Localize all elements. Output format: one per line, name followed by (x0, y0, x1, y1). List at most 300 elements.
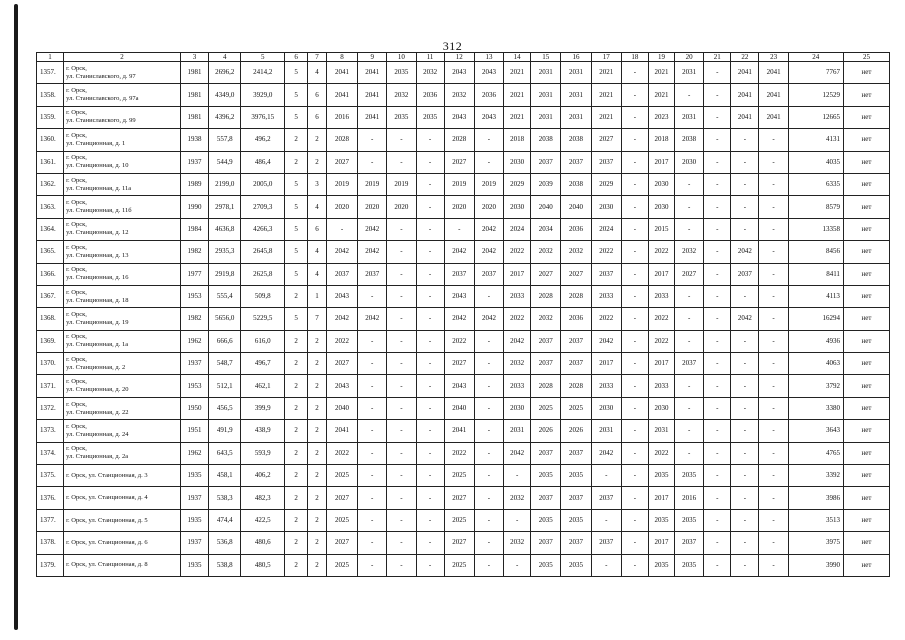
table-cell: 1962 (180, 330, 208, 352)
table-cell: - (387, 442, 416, 464)
table-cell: 643,5 (209, 442, 241, 464)
table-cell: 555,4 (209, 285, 241, 307)
table-cell: - (731, 218, 759, 240)
table-cell: - (704, 509, 731, 531)
table-cell: 422,5 (241, 509, 285, 531)
table-cell: - (358, 353, 387, 375)
table-cell: - (621, 285, 648, 307)
table-cell: 5 (285, 241, 308, 263)
table-cell: 496,2 (241, 129, 285, 151)
table-cell: 2020 (326, 196, 357, 218)
table-cell: - (387, 285, 416, 307)
table-cell: 2035 (561, 554, 591, 576)
table-cell: - (504, 509, 531, 531)
table-cell: 5 (285, 106, 308, 128)
table-row (37, 375, 890, 397)
table-cell: 2022 (444, 442, 474, 464)
table-cell: 2030 (675, 151, 704, 173)
table-cell: нет (843, 353, 889, 375)
table-cell: 2019 (444, 173, 474, 195)
table-cell: - (704, 151, 731, 173)
column-number-11: 11 (416, 53, 444, 62)
table-cell: 4266,3 (241, 218, 285, 240)
column-number-15: 15 (531, 53, 561, 62)
row-number-cell: 1357. (37, 62, 64, 84)
table-cell: - (474, 353, 503, 375)
table-cell: - (474, 532, 503, 554)
table-cell: 2027 (444, 353, 474, 375)
table-cell: - (759, 129, 788, 151)
table-cell: нет (843, 465, 889, 487)
table-cell: 2037 (531, 353, 561, 375)
table-cell: 2038 (561, 173, 591, 195)
table-cell: 2017 (591, 353, 621, 375)
table-cell: нет (843, 330, 889, 352)
table-cell: 2026 (561, 420, 591, 442)
table-cell: 2027 (326, 487, 357, 509)
table-cell: 2034 (531, 218, 561, 240)
table-cell: - (358, 532, 387, 554)
table-cell: - (358, 397, 387, 419)
table-cell: 2041 (358, 106, 387, 128)
table-cell: - (387, 554, 416, 576)
table-cell: 482,3 (241, 487, 285, 509)
table-cell: 2 (285, 375, 308, 397)
table-cell: 2025 (326, 509, 357, 531)
table-cell: 2042 (474, 218, 503, 240)
table-cell: - (759, 173, 788, 195)
table-cell: 2 (285, 554, 308, 576)
address-cell: г. Орск, ул. Станиславского, д. 99 (64, 106, 181, 128)
table-cell: - (387, 353, 416, 375)
table-cell: 2037 (444, 263, 474, 285)
table-cell: нет (843, 129, 889, 151)
table-row (37, 509, 890, 531)
table-cell: - (704, 263, 731, 285)
table-cell: - (387, 397, 416, 419)
table-cell: 2 (285, 285, 308, 307)
table-cell: 2199,0 (209, 173, 241, 195)
table-cell: 4131 (788, 129, 843, 151)
column-number-19: 19 (648, 53, 674, 62)
table-cell: - (704, 465, 731, 487)
table-cell: - (731, 509, 759, 531)
table-cell: - (358, 465, 387, 487)
table-cell: 2027 (675, 263, 704, 285)
table-cell: 2037 (561, 330, 591, 352)
table-cell: 4113 (788, 285, 843, 307)
table-cell: - (591, 554, 621, 576)
table-cell: 538,8 (209, 554, 241, 576)
table-cell: нет (843, 173, 889, 195)
table-cell: 2 (285, 442, 308, 464)
row-number-cell: 1366. (37, 263, 64, 285)
table-cell: 2042 (358, 308, 387, 330)
table-cell: 2017 (648, 487, 674, 509)
table-cell: 1981 (180, 62, 208, 84)
table-cell: - (731, 532, 759, 554)
table-cell: - (704, 241, 731, 263)
table-cell: 548,7 (209, 353, 241, 375)
table-cell: - (621, 84, 648, 106)
table-cell: - (704, 218, 731, 240)
table-cell: 4396,2 (209, 106, 241, 128)
row-number-cell: 1372. (37, 397, 64, 419)
table-cell: 496,7 (241, 353, 285, 375)
table-cell: - (416, 509, 444, 531)
table-cell: 1982 (180, 241, 208, 263)
table-cell: 2036 (474, 84, 503, 106)
table-cell: - (731, 151, 759, 173)
table-cell: нет (843, 196, 889, 218)
table-row (37, 173, 890, 195)
table-row (37, 465, 890, 487)
table-cell: 12665 (788, 106, 843, 128)
table-cell: 2017 (648, 532, 674, 554)
table-cell: - (387, 308, 416, 330)
table-cell: 2041 (444, 420, 474, 442)
table-cell: 2020 (387, 196, 416, 218)
table-cell: - (759, 151, 788, 173)
column-number-24: 24 (788, 53, 843, 62)
table-cell: 2041 (358, 62, 387, 84)
table-cell: 8456 (788, 241, 843, 263)
table-cell: 2 (308, 487, 327, 509)
table-cell: - (474, 375, 503, 397)
table-cell: 2037 (591, 487, 621, 509)
table-row (37, 106, 890, 128)
table-cell: - (621, 554, 648, 576)
table-cell: - (621, 487, 648, 509)
table-cell: 4063 (788, 353, 843, 375)
table-cell: - (416, 241, 444, 263)
table-cell: - (759, 420, 788, 442)
row-number-cell: 1369. (37, 330, 64, 352)
table-cell: 2027 (444, 151, 474, 173)
table-cell: 399,9 (241, 397, 285, 419)
table-cell: - (591, 509, 621, 531)
table-cell: - (358, 554, 387, 576)
table-cell: 406,2 (241, 465, 285, 487)
table-cell: 16294 (788, 308, 843, 330)
column-numbers-row (37, 53, 890, 62)
table-cell: - (621, 173, 648, 195)
table-cell: 3392 (788, 465, 843, 487)
table-cell: 2935,3 (209, 241, 241, 263)
table-cell: 3380 (788, 397, 843, 419)
table-cell: - (416, 442, 444, 464)
table-cell: 2 (308, 375, 327, 397)
table-cell: 2035 (387, 62, 416, 84)
table-cell: 2037 (561, 151, 591, 173)
table-cell: 2 (308, 330, 327, 352)
table-cell: 2037 (561, 487, 591, 509)
table-cell: - (759, 509, 788, 531)
table-cell: 2018 (504, 129, 531, 151)
table-cell: 2035 (648, 509, 674, 531)
table-cell: 538,3 (209, 487, 241, 509)
register-table (36, 52, 890, 577)
table-cell: 2037 (675, 353, 704, 375)
table-cell: 2028 (531, 285, 561, 307)
table-cell: 7767 (788, 62, 843, 84)
table-cell: 2033 (504, 375, 531, 397)
table-cell: 4765 (788, 442, 843, 464)
table-cell: 2029 (504, 173, 531, 195)
table-cell: - (358, 151, 387, 173)
table-cell: 2027 (591, 129, 621, 151)
table-cell: 2042 (504, 442, 531, 464)
table-cell: 2 (285, 487, 308, 509)
table-cell: - (704, 353, 731, 375)
table-cell: - (621, 442, 648, 464)
table-body (37, 62, 890, 577)
table-cell: - (759, 442, 788, 464)
table-cell: - (416, 263, 444, 285)
table-cell: 4 (308, 241, 327, 263)
row-number-cell: 1376. (37, 487, 64, 509)
table-cell: 1962 (180, 442, 208, 464)
column-number-23: 23 (759, 53, 788, 62)
table-cell: - (621, 241, 648, 263)
table-cell: 1990 (180, 196, 208, 218)
table-cell: 512,1 (209, 375, 241, 397)
row-number-cell: 1368. (37, 308, 64, 330)
table-row (37, 62, 890, 84)
table-row (37, 308, 890, 330)
table-cell: нет (843, 487, 889, 509)
table-cell: 2037 (561, 353, 591, 375)
table-row (37, 532, 890, 554)
address-cell: г. Орск, ул. Станционная, д. 4 (64, 487, 181, 509)
table-cell: - (416, 196, 444, 218)
table-cell: 1938 (180, 129, 208, 151)
row-number-cell: 1367. (37, 285, 64, 307)
table-cell: 2035 (675, 509, 704, 531)
table-cell: 7 (308, 308, 327, 330)
row-number-cell: 1370. (37, 353, 64, 375)
address-cell: г. Орск, ул. Станционная, д. 11б (64, 196, 181, 218)
table-cell: 2025 (444, 465, 474, 487)
table-cell: 3 (308, 173, 327, 195)
address-cell: г. Орск, ул. Станционная, д. 20 (64, 375, 181, 397)
table-cell: 1950 (180, 397, 208, 419)
table-cell: 2022 (591, 308, 621, 330)
table-cell: 4035 (788, 151, 843, 173)
table-cell: 491,9 (209, 420, 241, 442)
address-cell: г. Орск, ул. Станционная, д. 22 (64, 397, 181, 419)
table-cell: 2033 (648, 285, 674, 307)
table-row (37, 442, 890, 464)
table-cell: 1984 (180, 218, 208, 240)
column-number-20: 20 (675, 53, 704, 62)
table-cell: - (759, 218, 788, 240)
table-cell: 3643 (788, 420, 843, 442)
table-cell: 2017 (648, 353, 674, 375)
table-cell: 2036 (561, 218, 591, 240)
table-cell: 2019 (358, 173, 387, 195)
table-cell: 2020 (474, 196, 503, 218)
table-row (37, 196, 890, 218)
table-cell: 666,6 (209, 330, 241, 352)
table-cell: - (416, 308, 444, 330)
table-cell: - (416, 487, 444, 509)
table-cell: нет (843, 241, 889, 263)
table-cell: 2037 (531, 151, 561, 173)
table-cell: 2031 (561, 84, 591, 106)
table-cell: - (387, 263, 416, 285)
table-row (37, 420, 890, 442)
table-cell: 2030 (504, 196, 531, 218)
table-cell: 5 (285, 263, 308, 285)
table-cell: - (759, 285, 788, 307)
table-cell: 456,5 (209, 397, 241, 419)
table-cell: 2027 (326, 353, 357, 375)
binding-edge (14, 4, 18, 630)
table-cell: 2025 (561, 397, 591, 419)
table-cell: - (704, 196, 731, 218)
table-cell: - (474, 509, 503, 531)
table-cell: 2031 (504, 420, 531, 442)
table-cell: 2022 (648, 308, 674, 330)
table-cell: 2018 (648, 129, 674, 151)
table-cell: нет (843, 375, 889, 397)
table-cell: 2032 (504, 353, 531, 375)
table-cell: - (416, 218, 444, 240)
table-cell: - (358, 442, 387, 464)
table-cell: 2019 (326, 173, 357, 195)
address-cell: г. Орск, ул. Станционная, д. 2 (64, 353, 181, 375)
table-cell: 2031 (675, 62, 704, 84)
table-cell: 2041 (759, 84, 788, 106)
table-cell: - (759, 487, 788, 509)
table-cell: 6 (308, 218, 327, 240)
table-cell: 2016 (675, 487, 704, 509)
table-cell: 2037 (591, 151, 621, 173)
table-cell: - (358, 375, 387, 397)
table-cell: - (675, 84, 704, 106)
table-cell: 5 (285, 62, 308, 84)
table-cell: - (416, 173, 444, 195)
table-cell: 2021 (591, 106, 621, 128)
table-header (37, 53, 890, 62)
table-cell: - (474, 397, 503, 419)
table-cell: нет (843, 308, 889, 330)
table-cell: 2033 (648, 375, 674, 397)
table-cell: - (621, 397, 648, 419)
address-cell: г. Орск, ул. Станционная, д. 3 (64, 465, 181, 487)
table-cell: - (759, 241, 788, 263)
table-cell: 2042 (326, 241, 357, 263)
table-cell: 2021 (648, 84, 674, 106)
table-cell: - (759, 196, 788, 218)
column-number-25: 25 (843, 53, 889, 62)
table-cell: 2038 (531, 129, 561, 151)
table-cell: 2038 (561, 129, 591, 151)
table-cell: 1953 (180, 375, 208, 397)
table-cell: 1982 (180, 308, 208, 330)
table-cell: 5 (285, 173, 308, 195)
table-cell: 5 (285, 218, 308, 240)
table-cell: 2042 (358, 218, 387, 240)
table-cell: 2027 (444, 487, 474, 509)
table-cell: 2 (308, 353, 327, 375)
table-cell: - (731, 465, 759, 487)
row-number-cell: 1379. (37, 554, 64, 576)
table-cell: - (621, 106, 648, 128)
row-number-cell: 1371. (37, 375, 64, 397)
table-cell: 2035 (561, 465, 591, 487)
table-cell: 2035 (648, 554, 674, 576)
table-cell: - (387, 420, 416, 442)
table-cell: - (504, 554, 531, 576)
table-cell: - (358, 487, 387, 509)
table-cell: 536,8 (209, 532, 241, 554)
table-cell: - (704, 173, 731, 195)
table-cell: 2645,8 (241, 241, 285, 263)
table-cell: 1935 (180, 465, 208, 487)
table-row (37, 285, 890, 307)
column-number-18: 18 (621, 53, 648, 62)
table-cell: - (474, 151, 503, 173)
table-cell: - (675, 442, 704, 464)
address-cell: г. Орск, ул. Станционная, д. 1а (64, 330, 181, 352)
table-cell: 486,4 (241, 151, 285, 173)
table-cell: 2022 (504, 308, 531, 330)
table-cell: 1937 (180, 353, 208, 375)
address-cell: г. Орск, ул. Станционная, д. 5 (64, 509, 181, 531)
table-row (37, 84, 890, 106)
table-cell: 2021 (504, 62, 531, 84)
table-cell: 2033 (591, 285, 621, 307)
table-cell: 2031 (561, 62, 591, 84)
table-cell: 2021 (648, 62, 674, 84)
table-cell: 2041 (326, 420, 357, 442)
table-cell: 2 (308, 129, 327, 151)
table-cell: 2042 (504, 330, 531, 352)
table-cell: - (731, 420, 759, 442)
table-cell: 4936 (788, 330, 843, 352)
table-cell: 2031 (591, 420, 621, 442)
table-cell: - (704, 487, 731, 509)
table-cell: 2030 (648, 196, 674, 218)
row-number-cell: 1377. (37, 509, 64, 531)
table-cell: 3929,0 (241, 84, 285, 106)
table-cell: 2043 (474, 62, 503, 84)
table-cell: 2016 (326, 106, 357, 128)
table-cell: 2035 (675, 554, 704, 576)
table-cell: 8579 (788, 196, 843, 218)
table-cell: 2037 (531, 330, 561, 352)
row-number-cell: 1360. (37, 129, 64, 151)
table-cell: - (675, 330, 704, 352)
table-cell: 2021 (591, 84, 621, 106)
table-row (37, 263, 890, 285)
table-cell: 1937 (180, 487, 208, 509)
table-cell: 2033 (504, 285, 531, 307)
table-cell: - (416, 397, 444, 419)
table-cell: 13358 (788, 218, 843, 240)
table-cell: - (675, 397, 704, 419)
address-cell: г. Орск, ул. Станционная, д. 16 (64, 263, 181, 285)
table-cell: 2041 (326, 84, 357, 106)
column-number-4: 4 (209, 53, 241, 62)
table-cell: 2035 (531, 554, 561, 576)
table-cell: 2015 (648, 218, 674, 240)
address-cell: г. Орск, ул. Станционная, д. 2а (64, 442, 181, 464)
table-cell: 2022 (648, 330, 674, 352)
table-cell: 2037 (731, 263, 759, 285)
